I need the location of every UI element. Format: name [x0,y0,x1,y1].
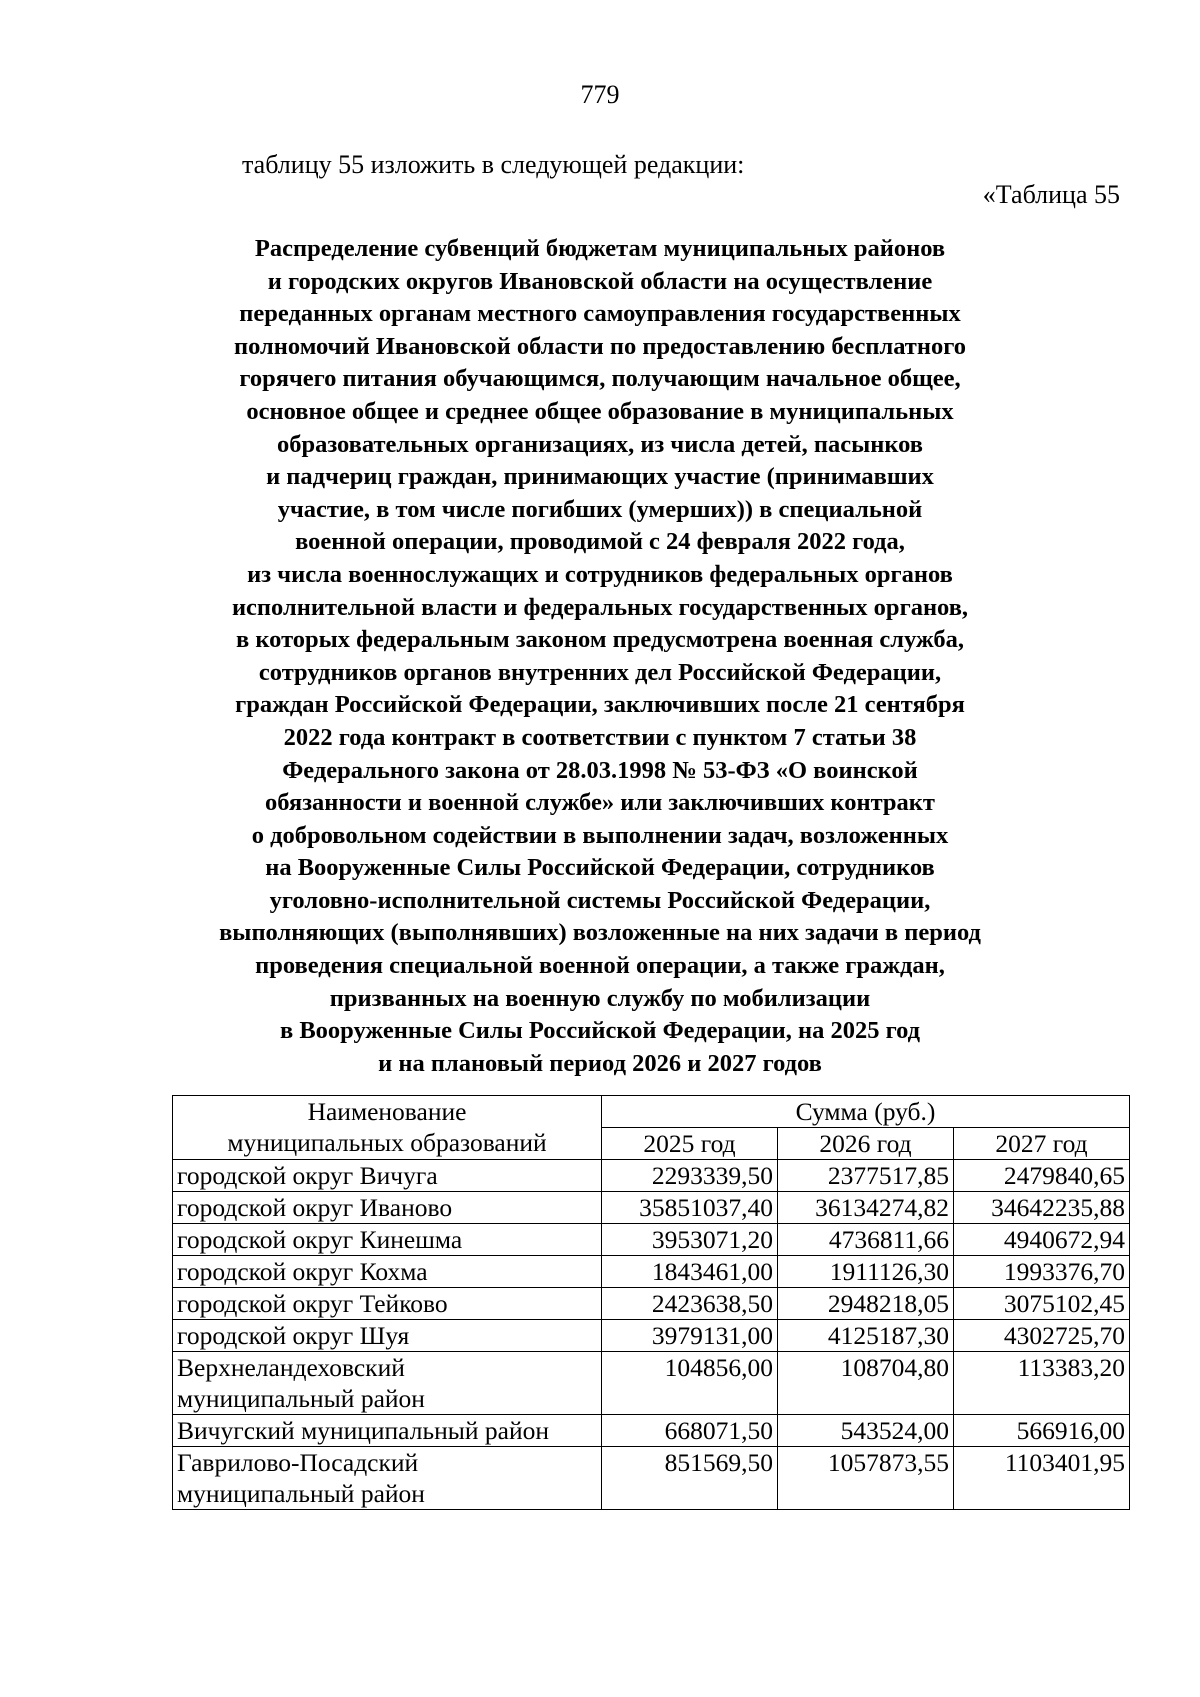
municipality-name-line: Верхнеландеховский [177,1353,405,1382]
title-line: переданных органам местного самоуправления государственных [239,300,961,328]
table-row [173,1256,1130,1288]
title-line: из числа военнослужащих и сотрудников федеральных органов [247,560,953,588]
value-cell: 35851037,40 [602,1192,778,1224]
municipality-name-cell: городской округ Шуя [173,1320,602,1352]
title-line: сотрудников органов внутренних дел Российской Федерации, [258,658,942,686]
municipality-name-line: муниципальный район [177,1384,425,1413]
value-cell: 1103401,95 [954,1447,1130,1510]
table-header-row [173,1096,1130,1128]
municipality-name-cell [173,1352,602,1415]
value-cell: 104856,00 [602,1352,778,1415]
title-line: участие, в том числе погибших (умерших)) в специальной [277,495,923,523]
title-line: Федерального закона от 28.03.1998 № 53-ФЗ «О воинской [282,756,918,784]
value-cell: 3075102,45 [954,1288,1130,1320]
municipality-name-cell: городской округ Кинешма [173,1224,602,1256]
title-line: горячего питания обучающимся, получающим начальное общее, [239,365,961,393]
table-row [173,1320,1130,1352]
header-year-cell: 2025 год [602,1128,778,1160]
table-row [173,1192,1130,1224]
title-line: в Вооруженные Силы Российской Федерации, на 2025 год [279,1017,921,1045]
header-name-line: муниципальных образований [227,1128,547,1157]
value-cell: 4302725,70 [954,1320,1130,1352]
value-cell: 3953071,20 [602,1224,778,1256]
title-line: уголовно-исполнительной системы Российской Федерации, [269,886,931,914]
table-row [173,1447,1130,1510]
value-cell: 2948218,05 [778,1288,954,1320]
page-number: 779 [580,80,620,109]
value-cell: 34642235,88 [954,1192,1130,1224]
header-name-line: Наименование [307,1097,467,1126]
title-line: призванных на военную службу по мобилизации [329,984,871,1012]
value-cell: 668071,50 [602,1415,778,1447]
table-row [173,1352,1130,1415]
table-row [173,1160,1130,1192]
title-line: в которых федеральным законом предусмотрена военная служба, [236,626,964,654]
subventions-table [172,1095,1130,1510]
municipality-name-cell: городской округ Тейково [173,1288,602,1320]
value-cell: 2293339,50 [602,1160,778,1192]
value-cell: 2377517,85 [778,1160,954,1192]
municipality-name-cell: городской округ Кохма [173,1256,602,1288]
table-label: «Таблица 55 [982,180,1120,209]
municipality-name-cell: Вичугский муниципальный район [173,1415,602,1447]
value-cell: 1911126,30 [778,1256,954,1288]
table-row [173,1288,1130,1320]
title-line: 2022 года контракт в соответствии с пунктом 7 статьи 38 [283,723,917,751]
header-sum-cell: Сумма (руб.) [602,1096,1130,1128]
header-year-cell: 2027 год [954,1128,1130,1160]
value-cell: 543524,00 [778,1415,954,1447]
title-line: основное общее и среднее общее образование в муниципальных [246,397,954,425]
municipality-name-line: Гаврилово-Посадский [177,1448,419,1477]
value-cell: 4940672,94 [954,1224,1130,1256]
document-title [150,233,1050,1080]
title-line: и городских округов Ивановской области на осуществление [267,267,933,295]
table-row [173,1415,1130,1447]
title-line: граждан Российской Федерации, заключивших после 21 сентября [235,691,965,719]
value-cell: 566916,00 [954,1415,1130,1447]
header-name-cell [173,1096,602,1160]
value-cell: 1993376,70 [954,1256,1130,1288]
value-cell: 2423638,50 [602,1288,778,1320]
value-cell: 113383,20 [954,1352,1130,1415]
title-line: исполнительной власти и федеральных государственных органов, [231,593,969,621]
value-cell: 4125187,30 [778,1320,954,1352]
value-cell: 2479840,65 [954,1160,1130,1192]
value-cell: 108704,80 [778,1352,954,1415]
title-line: обязанности и военной службе» или заключивших контракт [265,789,935,817]
value-cell: 3979131,00 [602,1320,778,1352]
title-line: образовательных организациях, из числа детей, пасынков [276,430,924,458]
title-line: о добровольном содействии в выполнении задач, возложенных [251,821,949,849]
value-cell: 851569,50 [602,1447,778,1510]
title-line: на Вооруженные Силы Российской Федерации, сотрудников [265,854,935,882]
title-line: выполняющих (выполнявших) возложенные на них задачи в период [219,919,981,947]
value-cell: 4736811,66 [778,1224,954,1256]
value-cell: 1057873,55 [778,1447,954,1510]
municipality-name-line: муниципальный район [177,1479,425,1508]
intro-text: таблицу 55 изложить в следующей редакции: [242,150,745,179]
value-cell: 36134274,82 [778,1192,954,1224]
municipality-name-cell [173,1447,602,1510]
title-line: военной операции, проводимой с 24 февраля 2022 года, [295,528,905,556]
value-cell: 1843461,00 [602,1256,778,1288]
title-line: проведения специальной военной операции, а также граждан, [255,952,945,980]
municipality-name-cell: городской округ Иваново [173,1192,602,1224]
title-line: и на плановый период 2026 и 2027 годов [378,1049,822,1077]
table-row [173,1224,1130,1256]
municipality-name-cell: городской округ Вичуга [173,1160,602,1192]
title-line: Распределение субвенций бюджетам муниципальных районов [254,235,946,262]
title-line: полномочий Ивановской области по предоставлению бесплатного [234,332,966,360]
header-year-cell: 2026 год [778,1128,954,1160]
title-line: и падчериц граждан, принимающих участие (принимавших [266,463,934,491]
